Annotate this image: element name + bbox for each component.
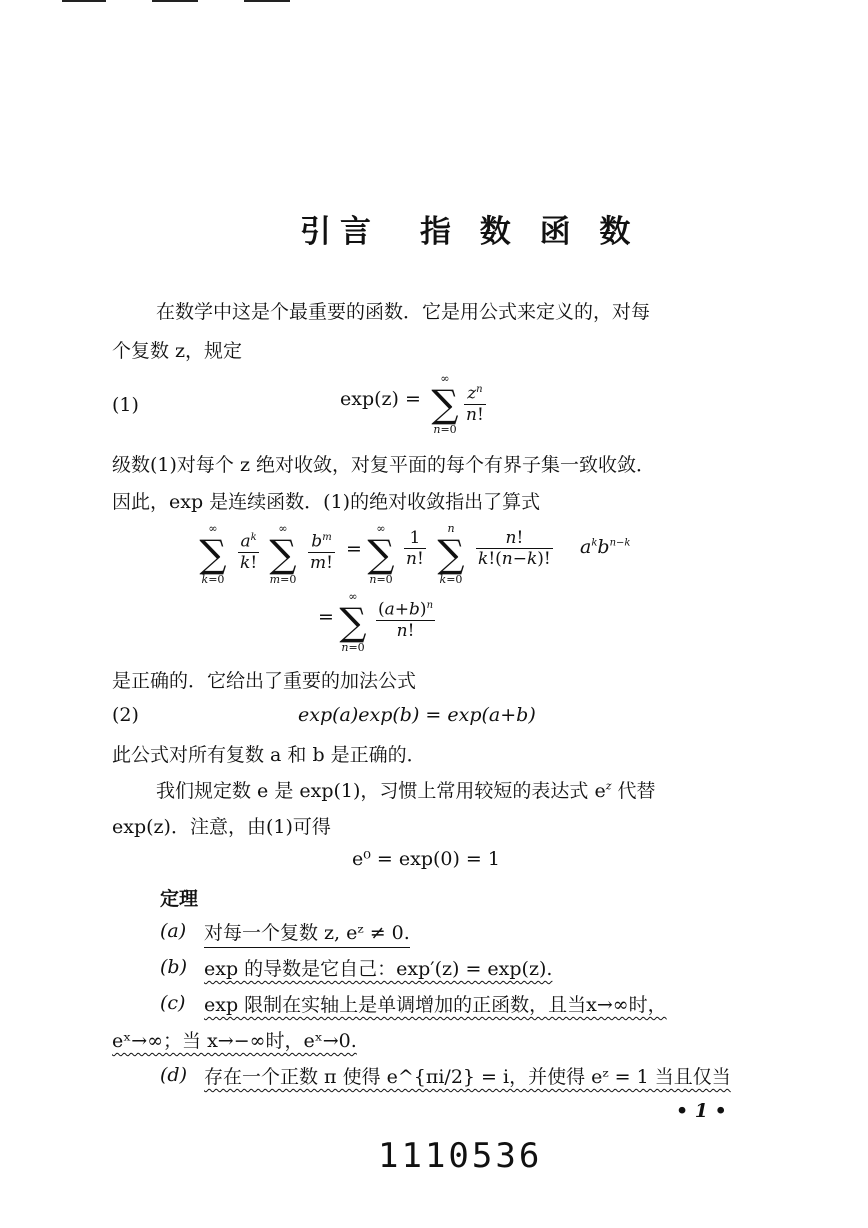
equals-sign: = bbox=[318, 606, 334, 628]
paragraph-line: 级数(1)对每个 z 绝对收敛，对复平面的每个有界子集一致收敛． bbox=[112, 454, 656, 476]
top-rule bbox=[62, 0, 106, 2]
summation: ∞ ∑ n=0 bbox=[431, 372, 459, 436]
paragraph-line: exp(z)．注意，由(1)可得 bbox=[112, 816, 331, 838]
top-rule bbox=[152, 0, 198, 2]
theorem-item-text: exp 的导数是它自己：exp′(z) = exp(z). bbox=[204, 958, 553, 980]
fraction: $\frac{n!}{k!(n-k)!}$ bbox=[478, 528, 551, 569]
theorem-label: (a) bbox=[160, 920, 187, 942]
top-rule bbox=[244, 0, 290, 2]
equation-1 bbox=[340, 388, 421, 410]
summation: ∞ ∑ k=0 bbox=[199, 522, 227, 586]
theorem-item-text: exp 限制在实轴上是单调增加的正函数，且当x→∞时， bbox=[204, 994, 667, 1016]
summation: ∞ ∑ n=0 bbox=[339, 590, 367, 654]
paragraph-line: 此公式对所有复数 a 和 b 是正确的． bbox=[112, 744, 426, 766]
theorem-heading: 定理 bbox=[160, 888, 199, 910]
fraction: $\frac{a^k}{k!}$ bbox=[238, 528, 259, 573]
theorem-label: (d) bbox=[160, 1064, 187, 1086]
summation: n ∑ k=0 bbox=[437, 522, 465, 586]
page-number: • 1 • bbox=[676, 1100, 727, 1122]
theorem-item-text: eˣ→∞；当 x→−∞时，eˣ→0. bbox=[112, 1030, 357, 1052]
library-stamp-number: 1110536 bbox=[378, 1136, 543, 1176]
paragraph-line bbox=[156, 776, 656, 803]
equation-3: e⁰ = exp(0) = 1 bbox=[352, 848, 500, 870]
superscript: z bbox=[605, 779, 612, 793]
fraction: $\frac{b^m}{m!}$ bbox=[308, 528, 335, 573]
theorem-label: (b) bbox=[160, 956, 187, 978]
summation: ∞ ∑ m=0 bbox=[269, 522, 297, 586]
equation-label: (2) bbox=[112, 704, 139, 726]
fraction: $\frac{z^n}{n!}$ bbox=[464, 380, 486, 425]
equals-sign: = bbox=[346, 538, 362, 560]
paragraph-line: 个复数 z，规定 bbox=[112, 340, 243, 362]
paragraph-line: 因此，exp 是连续函数．(1)的绝对收敛指出了算式 bbox=[112, 491, 541, 513]
equation-2: exp(a)exp(b) = exp(a+b) bbox=[298, 704, 536, 726]
summation: ∞ ∑ n=0 bbox=[367, 522, 395, 586]
theorem-label: (c) bbox=[160, 992, 186, 1014]
page-title: 引言 指 数 函 数 bbox=[300, 214, 640, 250]
text-run: 我们规定数 e 是 exp(1)，习惯上常用较短的表达式 e bbox=[156, 780, 606, 802]
theorem-item-text: 对每一个复数 z, eᶻ ≠ 0. bbox=[204, 918, 410, 948]
fraction: $\frac{1}{n!}$ bbox=[406, 528, 424, 569]
text-run: 代替 bbox=[617, 780, 656, 802]
equation-label: (1) bbox=[112, 394, 139, 416]
paragraph-line: 在数学中这是个最重要的函数．它是用公式来定义的，对每 bbox=[156, 301, 651, 323]
paragraph-line: 是正确的．它给出了重要的加法公式 bbox=[112, 670, 417, 692]
equation-lhs: exp(z) = bbox=[340, 388, 421, 410]
power-term: $a^kb^{n-k}$ bbox=[580, 536, 631, 558]
theorem-item-text: 存在一个正数 π 使得 e^{πi/2} = i，并使得 eᶻ = 1 当且仅当 bbox=[204, 1066, 731, 1088]
fraction: $\frac{(a+b)^n}{n!}$ bbox=[376, 596, 435, 641]
